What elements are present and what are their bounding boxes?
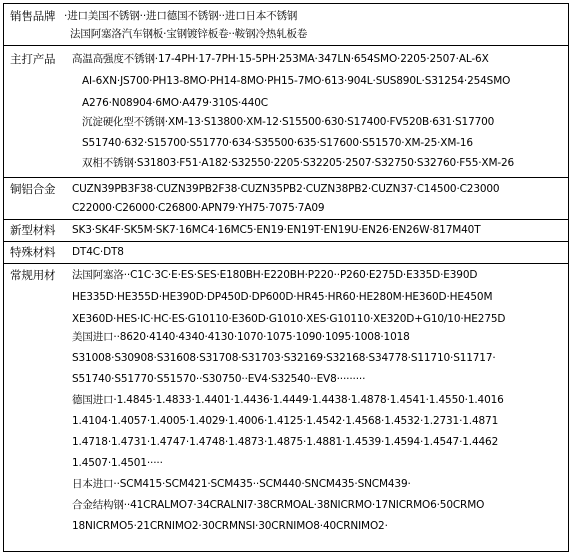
row-label: 销售品牌: [10, 9, 56, 23]
text-line: C22000·C26000·C26800·APN79·YH75·7075·7A09: [72, 202, 325, 214]
text-line: SK3·SK4F·SK5M·SK7·16MC4·16MC5·EN19·EN19T·EN19U·EN26·EN26W·817M40T: [72, 224, 481, 236]
text-line: CUZN39PB3F38·CUZN39PB2F38·CUZN35PB2·CUZN38PB2·CUZN37·C14500·C23000: [72, 183, 500, 195]
text-line: 1.4718·1.4731·1.4747·1.4748·1.4873·1.4875·1.4881·1.4539·1.4594·1.4547·1.4462: [72, 436, 499, 448]
special-row: [4, 242, 568, 264]
text-line: 德国进口·1.4845·1.4833·1.4401·1.4436·1.4449·1.4438·1.4878·1.4541·1.4550·1.4016: [72, 394, 504, 406]
text-line: DT4C·DT8: [72, 246, 124, 258]
text-line: XE360D·HES·IC·HC·ES·G10110·E360D·G1010·XES·G10110·XE320D+G10/10·HE275D: [72, 313, 506, 325]
text-line: 日本进口··SCM415·SCM421·SCM435··SCM440·SNCM435·SNCM439·: [72, 478, 411, 490]
new-materials-row: [4, 220, 568, 242]
brands-row: [4, 4, 568, 46]
text-line: A276·N08904·6MO·A479·310S·440C: [82, 97, 268, 109]
text-line: 高温高强度不锈钢·17-4PH·17-7PH·15-5PH·253MA·347LN·654SMO·2205·2507·AL-6X: [72, 53, 489, 65]
text-line: HE335D·HE355D·HE390D·DP450D·DP600D·HR45·HR60·HE280M·HE360D·HE450M: [72, 291, 493, 303]
row-label: 常规用材: [10, 268, 56, 282]
products-row: [4, 46, 568, 178]
regular-row: [4, 264, 568, 553]
row-label: 铜铝合金: [10, 182, 56, 196]
text-line: 合金结构钢··41CRALMO7·34CRALNI7·38CRMOAL·38NICRMO·17NICRMO6·50CRMO: [72, 499, 485, 511]
text-line: 美国进口··8620·4140·4340·4130·1070·1075·1090·1095·1008·1018: [72, 331, 410, 343]
text-line: S31008·S30908·S31608·S31708·S31703·S32169·S32168·S34778·S11710·S11717·: [72, 352, 496, 364]
text-line: 法国阿塞洛··C1C·3C·E·ES·SES·E180BH·E220BH·P220··P260·E275D·E335D·E390D: [72, 269, 478, 281]
text-line: 1.4104·1.4057·1.4005·1.4029·1.4006·1.4125·1.4542·1.4568·1.4532·1.2731·1.4871: [72, 415, 499, 427]
text-line: 1.4507·1.4501·····: [72, 457, 163, 469]
materials-table: [3, 3, 569, 552]
row-label: 新型材料: [10, 223, 56, 237]
row-label: 主打产品: [10, 52, 56, 66]
text-line: 双相不锈钢·S31803·F51·A182·S32550·2205·S32205·2507·S32750·S32760·F55·XM-26: [82, 157, 515, 169]
text-line: 18NICRMO5·21CRNIMO2·30CRMNSI·30CRNIMO8·40CRNIMO2·: [72, 520, 388, 532]
row-label: 特殊材料: [10, 245, 56, 259]
text-line: ·进口美国不锈钢··进口德国不锈钢··进口日本不锈钢: [64, 10, 298, 22]
text-line: S51740·S51770·S51570··S30750··EV4·S32540··EV8·········: [72, 373, 366, 385]
copper-row: [4, 178, 568, 220]
text-line: 沉淀硬化型不锈钢·XM-13·S13800·XM-12·S15500·630·S17400·FV520B·631·S17700: [82, 116, 495, 128]
text-line: AI-6XN·JS700·PH13-8MO·PH14-8MO·PH15-7MO·613·904L·SUS890L·S31254·254SMO: [82, 75, 511, 87]
text-line: 法国阿塞洛汽车钢板·宝钢镀锌板卷··鞍钢冷热轧板卷: [70, 28, 308, 40]
text-line: S51740·632·S15700·S51770·634·S35500·635·S17600·S51570·XM-25·XM-16: [82, 137, 473, 149]
